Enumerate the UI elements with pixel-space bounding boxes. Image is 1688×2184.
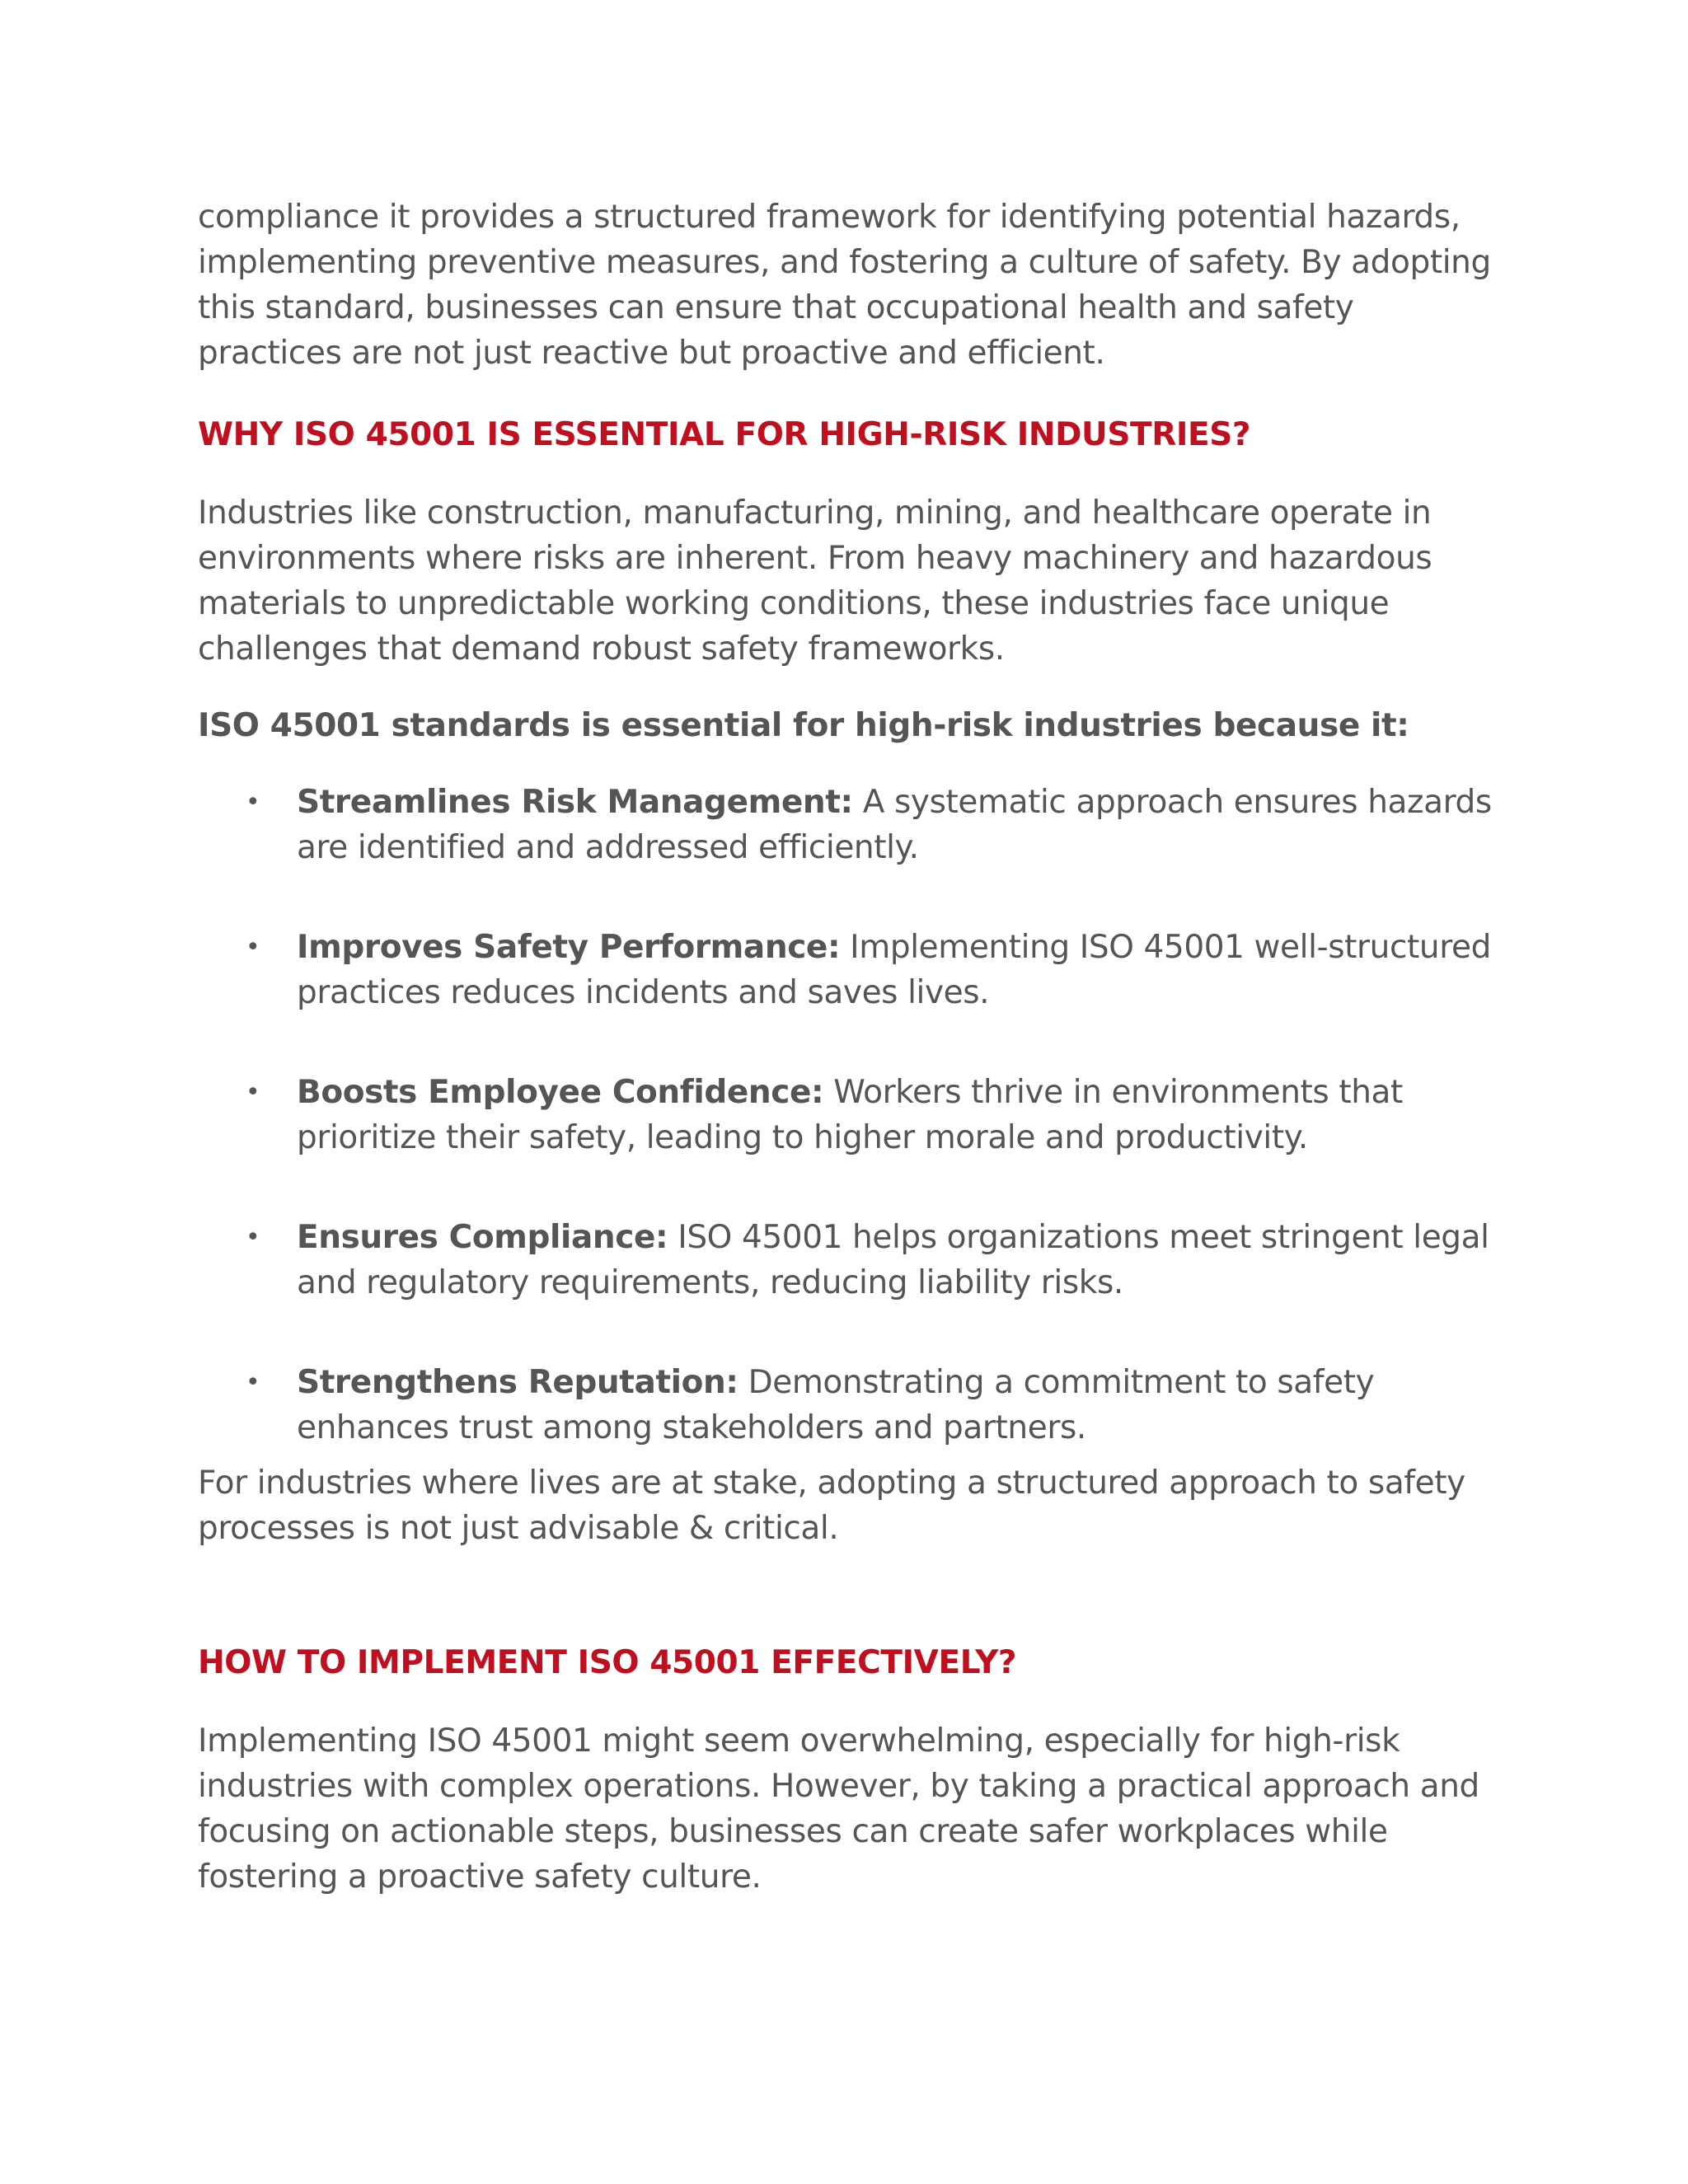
section-paragraph-how: Implementing ISO 45001 might seem overwhelming, especially for high-risk industries with complex operations. However, by taking a practical approach and focusing on actionable steps, businesses can create safer workplaces while fostering a proactive safety culture.: [198, 1722, 1479, 1896]
bullet-icon: •: [246, 933, 260, 962]
list-item-title: Boosts Employee Confidence:: [297, 1074, 824, 1111]
section-heading-how: HOW TO IMPLEMENT ISO 45001 EFFECTIVELY?: [198, 1644, 1017, 1681]
list-item-text: Workers thrive in environments that prioritize their safety, leading to higher morale and productivity.: [297, 1074, 1403, 1156]
list-item-title: Ensures Compliance:: [297, 1219, 668, 1256]
bullet-icon: •: [246, 1368, 260, 1397]
list-item: [198, 780, 1500, 870]
list-item-text: ISO 45001 helps organizations meet stringent legal and regulatory requirements, reducing liability risks.: [297, 1219, 1489, 1301]
list-item-title: Streamlines Risk Management:: [297, 784, 853, 821]
list-item: [198, 1215, 1500, 1305]
list-item-text: Demonstrating a commitment to safety enhances trust among stakeholders and partners.: [297, 1364, 1375, 1446]
list-item-title: Strengthens Reputation:: [297, 1364, 738, 1401]
intro-paragraph: compliance it provides a structured framework for identifying potential hazards, implementing preventive measures, and fostering a culture of safety. By adopting this standard, businesses can ensure that occupational health and safety practices are not just reactive but proactive and efficient.: [198, 199, 1491, 372]
list-item-title: Improves Safety Performance:: [297, 929, 841, 966]
bullet-icon: •: [246, 788, 260, 817]
section-heading-why: WHY ISO 45001 IS ESSENTIAL FOR HIGH-RISK INDUSTRIES?: [198, 416, 1251, 453]
section-paragraph-why: Industries like construction, manufacturing, mining, and healthcare operate in environments where risks are inherent. From heavy machinery and hazardous materials to unpredictable working conditions, these industries face unique challenges that demand robust safety frameworks.: [198, 494, 1432, 668]
benefits-list: [198, 780, 1500, 1451]
list-item: [198, 1070, 1500, 1160]
bullet-icon: •: [246, 1223, 260, 1252]
list-item: [198, 925, 1500, 1015]
list-item-text: A systematic approach ensures hazards are identified and addressed efficiently.: [297, 784, 1492, 866]
list-item-text: Implementing ISO 45001 well-structured practices reduces incidents and saves lives.: [297, 929, 1491, 1011]
bullet-icon: •: [246, 1078, 260, 1107]
closing-paragraph: For industries where lives are at stake, adopting a structured approach to safety processes is not just advisable & critical.: [198, 1465, 1465, 1547]
benefits-lead-text: ISO 45001 standards is essential for high-risk industries because it:: [198, 707, 1409, 744]
list-item: [198, 1360, 1500, 1451]
document-page: [198, 194, 1500, 1900]
